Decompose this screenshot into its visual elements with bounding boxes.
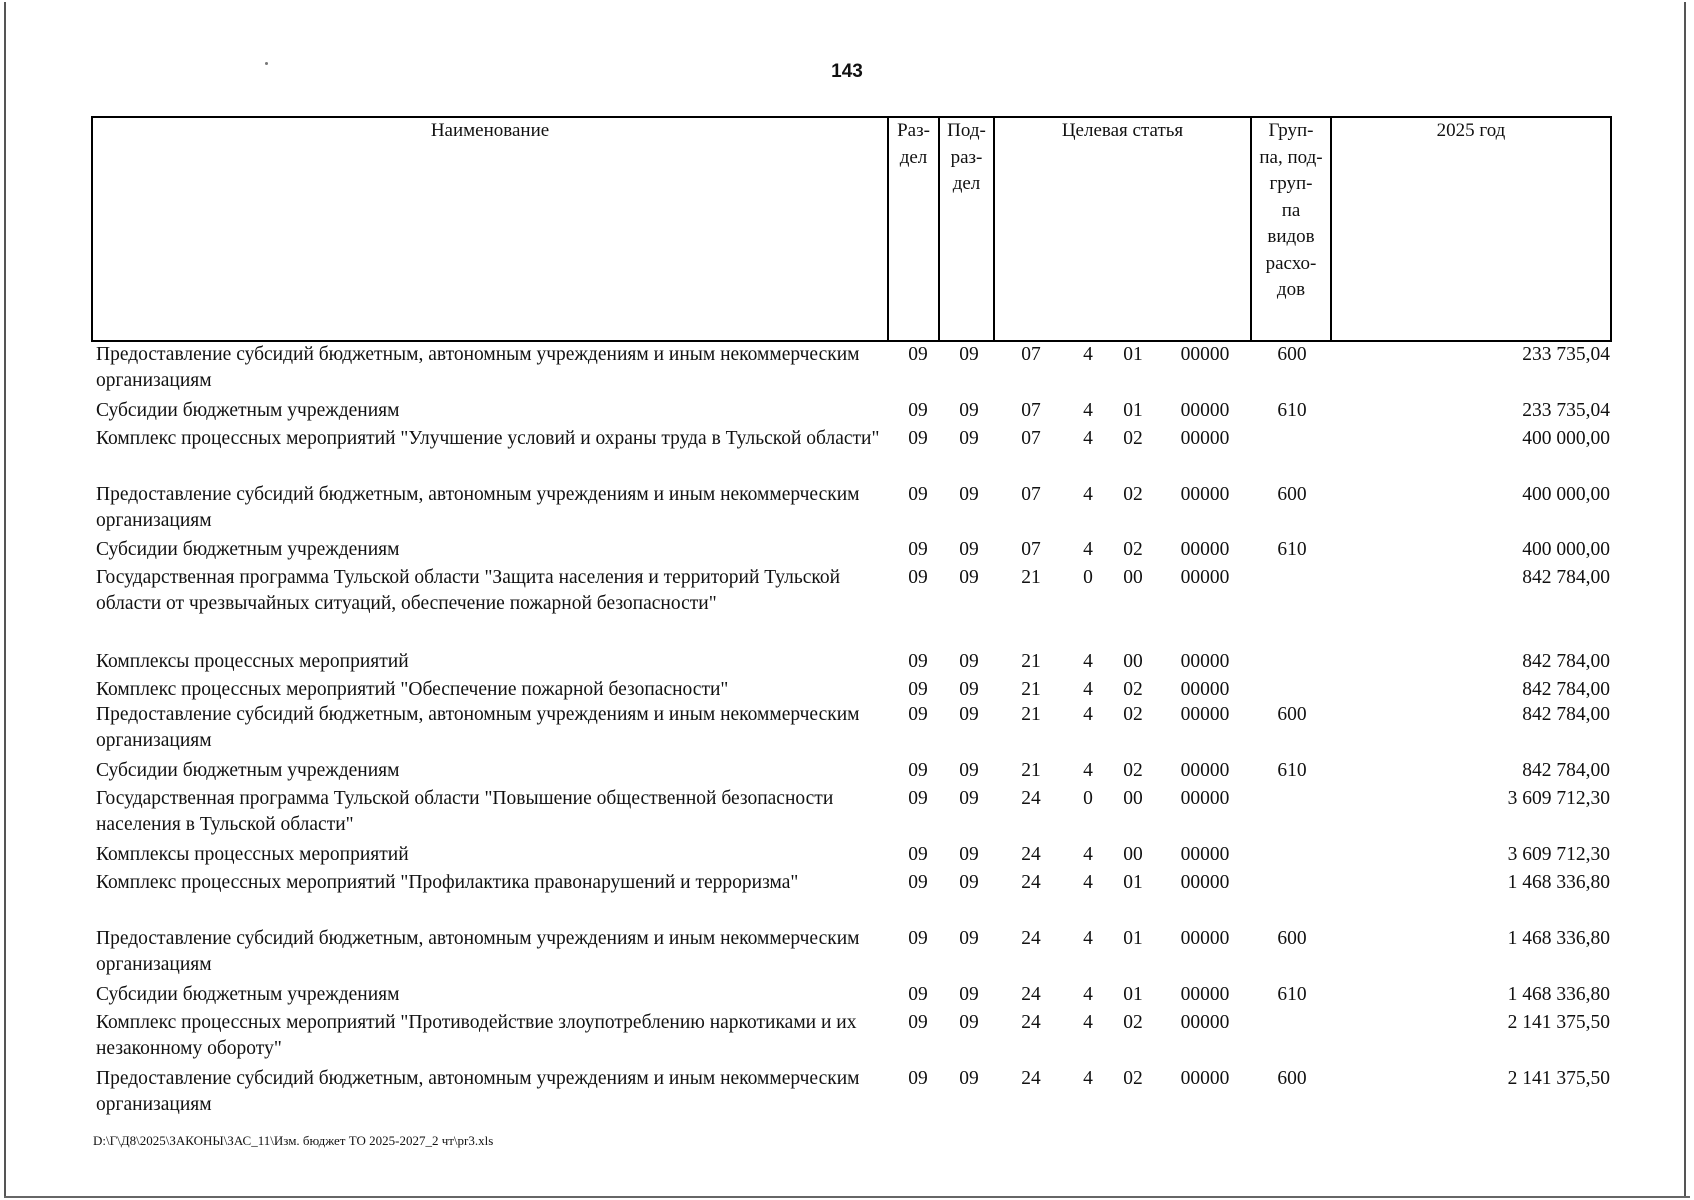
- row-podrazdel: 09: [959, 984, 979, 1005]
- header-divider: [993, 116, 995, 342]
- row-target-program: 24: [1021, 928, 1041, 949]
- row-amount: 233 735,04: [1522, 344, 1610, 365]
- row-amount: 3 609 712,30: [1507, 788, 1610, 809]
- row-target-direction: 00000: [1180, 788, 1230, 809]
- row-target-type: 4: [1083, 1068, 1093, 1089]
- row-podrazdel: 09: [959, 567, 979, 588]
- row-target-element: 01: [1123, 344, 1143, 365]
- row-target-element: 02: [1123, 760, 1143, 781]
- row-expense-group: 600: [1277, 484, 1307, 505]
- row-podrazdel: 09: [959, 1068, 979, 1089]
- row-name: Субсидии бюджетным учреждениям: [96, 539, 400, 560]
- row-amount: 1 468 336,80: [1507, 928, 1610, 949]
- row-expense-group: 600: [1277, 928, 1307, 949]
- row-name: Предоставление субсидий бюджетным, автономным учреждениям и иным некоммерческим организациям: [96, 344, 860, 391]
- row-target-type: 4: [1083, 872, 1093, 893]
- page-number: 143: [831, 61, 863, 82]
- row-razdel: 09: [908, 760, 928, 781]
- row-target-direction: 00000: [1180, 344, 1230, 365]
- row-target-type: 4: [1083, 428, 1093, 449]
- row-razdel: 09: [908, 844, 928, 865]
- row-name: Комплексы процессных мероприятий: [96, 844, 409, 865]
- row-name: Субсидии бюджетным учреждениям: [96, 984, 400, 1005]
- row-target-direction: 00000: [1180, 872, 1230, 893]
- row-podrazdel: 09: [959, 872, 979, 893]
- row-target-type: 4: [1083, 984, 1093, 1005]
- row-razdel: 09: [908, 484, 928, 505]
- row-target-direction: 00000: [1180, 539, 1230, 560]
- row-name: Субсидии бюджетным учреждениям: [96, 760, 400, 781]
- header-group-line: па: [1281, 199, 1301, 221]
- row-target-program: 21: [1021, 679, 1041, 700]
- row-expense-group: 610: [1277, 400, 1307, 421]
- row-target-element: 01: [1123, 928, 1143, 949]
- row-amount: 2 141 375,50: [1507, 1068, 1610, 1089]
- row-target-type: 4: [1083, 400, 1093, 421]
- header-divider: [1330, 116, 1332, 342]
- row-razdel: 09: [908, 984, 928, 1005]
- row-amount: 400 000,00: [1522, 484, 1610, 505]
- row-target-type: 4: [1083, 651, 1093, 672]
- row-name: Государственная программа Тульской области "Повышение общественной безопасности населения в Тульской области": [96, 788, 834, 835]
- row-target-element: 02: [1123, 1012, 1143, 1033]
- row-target-program: 21: [1021, 567, 1041, 588]
- row-target-direction: 00000: [1180, 704, 1230, 725]
- row-amount: 1 468 336,80: [1507, 872, 1610, 893]
- row-amount: 2 141 375,50: [1507, 1012, 1610, 1033]
- row-expense-group: 600: [1277, 1068, 1307, 1089]
- row-amount: 3 609 712,30: [1507, 844, 1610, 865]
- page-bottom-edge: [4, 1196, 1690, 1198]
- row-target-element: 02: [1123, 484, 1143, 505]
- row-target-type: 4: [1083, 928, 1093, 949]
- row-target-direction: 00000: [1180, 760, 1230, 781]
- row-amount: 400 000,00: [1522, 539, 1610, 560]
- row-target-element: 02: [1123, 1068, 1143, 1089]
- table-header: [91, 116, 1612, 342]
- row-target-direction: 00000: [1180, 428, 1230, 449]
- row-name: Предоставление субсидий бюджетным, автономным учреждениям и иным некоммерческим организациям: [96, 928, 860, 975]
- row-podrazdel: 09: [959, 428, 979, 449]
- row-razdel: 09: [908, 428, 928, 449]
- row-target-type: 0: [1083, 788, 1093, 809]
- row-razdel: 09: [908, 1068, 928, 1089]
- row-razdel: 09: [908, 872, 928, 893]
- row-expense-group: 610: [1277, 984, 1307, 1005]
- row-target-program: 07: [1021, 344, 1041, 365]
- row-name: Субсидии бюджетным учреждениям: [96, 400, 400, 421]
- row-target-type: 4: [1083, 760, 1093, 781]
- row-amount: 842 784,00: [1522, 760, 1610, 781]
- header-razdel-line: дел: [899, 146, 928, 168]
- row-expense-group: 600: [1277, 704, 1307, 725]
- row-target-type: 4: [1083, 704, 1093, 725]
- row-target-element: 02: [1123, 428, 1143, 449]
- row-target-element: 02: [1123, 704, 1143, 725]
- row-razdel: 09: [908, 539, 928, 560]
- row-name: Предоставление субсидий бюджетным, автономным учреждениям и иным некоммерческим организациям: [96, 704, 860, 751]
- row-amount: 1 468 336,80: [1507, 984, 1610, 1005]
- row-target-program: 21: [1021, 760, 1041, 781]
- row-target-direction: 00000: [1180, 928, 1230, 949]
- row-target-direction: 00000: [1180, 1068, 1230, 1089]
- row-razdel: 09: [908, 400, 928, 421]
- row-target-element: 00: [1123, 844, 1143, 865]
- row-name: Комплекс процессных мероприятий "Противодействие злоупотреблению наркотиками и их незаконному обороту": [96, 1012, 857, 1059]
- row-amount: 842 784,00: [1522, 679, 1610, 700]
- row-target-program: 24: [1021, 788, 1041, 809]
- row-target-direction: 00000: [1180, 1012, 1230, 1033]
- header-podrazdel-line: Под-: [947, 120, 986, 141]
- row-target-program: 21: [1021, 704, 1041, 725]
- row-name: Комплексы процессных мероприятий: [96, 651, 409, 672]
- row-target-direction: 00000: [1180, 484, 1230, 505]
- row-target-type: 4: [1083, 539, 1093, 560]
- row-target-type: 4: [1083, 484, 1093, 505]
- row-target-program: 07: [1021, 484, 1041, 505]
- row-target-program: 24: [1021, 1068, 1041, 1089]
- row-expense-group: 610: [1277, 539, 1307, 560]
- row-amount: 842 784,00: [1522, 704, 1610, 725]
- header-name: Наименование: [430, 120, 550, 141]
- header-podrazdel-line: дел: [952, 173, 981, 194]
- file-path-footer: D:\Г\Д8\2025\ЗАКОНЫ\ЗАС_11\Изм. бюджет ТО 2025-2027_2 чт\pr3.xls: [93, 1133, 494, 1148]
- row-target-program: 21: [1021, 651, 1041, 672]
- row-name: Комплекс процессных мероприятий "Обеспечение пожарной безопасности": [96, 679, 729, 700]
- row-podrazdel: 09: [959, 679, 979, 700]
- header-group-line: видов: [1267, 226, 1315, 247]
- header-razdel: [889, 118, 938, 171]
- header-razdel-line: Раз-: [897, 120, 930, 141]
- row-target-element: 02: [1123, 539, 1143, 560]
- row-target-program: 24: [1021, 872, 1041, 893]
- row-name: Предоставление субсидий бюджетным, автономным учреждениям и иным некоммерческим организациям: [96, 1068, 860, 1115]
- row-amount: 400 000,00: [1522, 428, 1610, 449]
- row-podrazdel: 09: [959, 539, 979, 560]
- header-group-line: груп-: [1269, 173, 1313, 194]
- row-target-direction: 00000: [1180, 567, 1230, 588]
- row-target-element: 00: [1123, 651, 1143, 672]
- row-target-program: 24: [1021, 844, 1041, 865]
- header-group-line: дов: [1276, 279, 1306, 300]
- row-razdel: 09: [908, 567, 928, 588]
- header-group-line: Груп-: [1268, 120, 1314, 141]
- row-podrazdel: 09: [959, 651, 979, 672]
- row-razdel: 09: [908, 679, 928, 700]
- row-target-type: 0: [1083, 567, 1093, 588]
- row-podrazdel: 09: [959, 928, 979, 949]
- row-razdel: 09: [908, 788, 928, 809]
- row-target-program: 24: [1021, 984, 1041, 1005]
- row-name: Государственная программа Тульской области "Защита населения и территорий Тульской области от чрезвычайных ситуаций, обеспечение пожарной безопасности": [96, 567, 841, 614]
- row-target-type: 4: [1083, 844, 1093, 865]
- row-name: Комплекс процессных мероприятий "Улучшение условий и охраны труда в Тульской области": [96, 428, 880, 449]
- row-name: Комплекс процессных мероприятий "Профилактика правонарушений и терроризма": [96, 872, 799, 893]
- row-amount: 233 735,04: [1522, 400, 1610, 421]
- row-target-element: 01: [1123, 984, 1143, 1005]
- row-target-type: 4: [1083, 1012, 1093, 1033]
- row-target-direction: 00000: [1180, 984, 1230, 1005]
- header-year: 2025 год: [1436, 120, 1506, 141]
- row-target-element: 01: [1123, 872, 1143, 893]
- row-expense-group: 600: [1277, 344, 1307, 365]
- row-podrazdel: 09: [959, 844, 979, 865]
- row-target-direction: 00000: [1180, 844, 1230, 865]
- row-target-direction: 00000: [1180, 651, 1230, 672]
- row-target-type: 4: [1083, 679, 1093, 700]
- header-group-line: расхо-: [1265, 252, 1317, 274]
- row-target-type: 4: [1083, 344, 1093, 365]
- row-razdel: 09: [908, 704, 928, 725]
- row-podrazdel: 09: [959, 760, 979, 781]
- row-target-element: 01: [1123, 400, 1143, 421]
- row-target-element: 02: [1123, 679, 1143, 700]
- row-target-program: 07: [1021, 428, 1041, 449]
- row-razdel: 09: [908, 1012, 928, 1033]
- row-podrazdel: 09: [959, 704, 979, 725]
- row-razdel: 09: [908, 928, 928, 949]
- header-target: Целевая статья: [1061, 120, 1184, 141]
- header-podrazdel: [940, 118, 993, 198]
- row-expense-group: 610: [1277, 760, 1307, 781]
- row-podrazdel: 09: [959, 788, 979, 809]
- row-razdel: 09: [908, 344, 928, 365]
- row-podrazdel: 09: [959, 1012, 979, 1033]
- row-razdel: 09: [908, 651, 928, 672]
- row-target-program: 24: [1021, 1012, 1041, 1033]
- row-podrazdel: 09: [959, 344, 979, 365]
- row-target-direction: 00000: [1180, 400, 1230, 421]
- row-target-program: 07: [1021, 539, 1041, 560]
- header-group-line: па, под-: [1259, 146, 1323, 168]
- header-group: [1252, 118, 1330, 304]
- row-podrazdel: 09: [959, 484, 979, 505]
- row-target-program: 07: [1021, 400, 1041, 421]
- row-amount: 842 784,00: [1522, 651, 1610, 672]
- row-target-direction: 00000: [1180, 679, 1230, 700]
- row-podrazdel: 09: [959, 400, 979, 421]
- row-target-element: 00: [1123, 788, 1143, 809]
- row-name: Предоставление субсидий бюджетным, автономным учреждениям и иным некоммерческим организациям: [96, 484, 860, 531]
- row-target-element: 00: [1123, 567, 1143, 588]
- header-podrazdel-line: раз-: [950, 146, 983, 168]
- row-amount: 842 784,00: [1522, 567, 1610, 588]
